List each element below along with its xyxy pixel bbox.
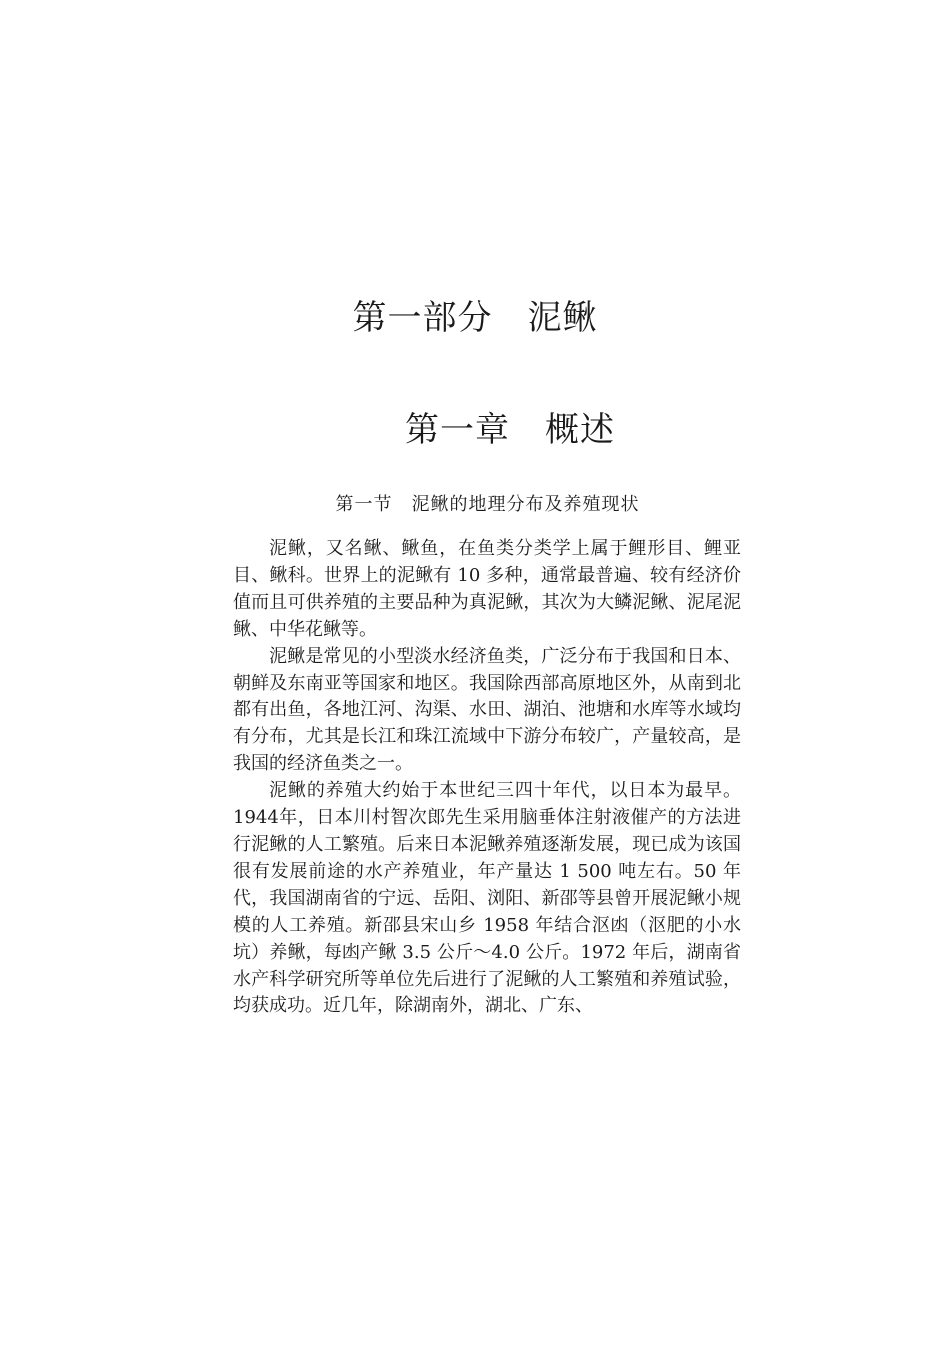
paragraph-history: 泥鳅的养殖大约始于本世纪三四十年代，以日本为最早。1944年，日本川村智次郎先生采用脑垂体注射液催产的方法进行泥鳅的人工繁殖。后来日本泥鳅养殖逐渐发展，现已成为该国很有发展前途的水产养殖业，年产量达 1 500 吨左右。50 年代，我国湖南省的宁远、岳阳、浏阳、新邵等县曾开展泥鳅小规模的人工养殖。新邵县宋山乡 1958 年结合沤凼（沤肥的小水坑）养鳅，每凼产鳅 3.5 公斤～4.0 公斤。1972 年后，湖南省水产科学研究所等单位先后进行了泥鳅的人工繁殖和养殖试验，均获成功。近几年，除湖南外，湖北、广东、 (233, 780, 741, 1017)
section-title: 第一节 泥鳅的地理分布及养殖现状 (335, 494, 640, 515)
paragraph-distribution: 泥鳅，又名鳅、鳅鱼，在鱼类分类学上属于鲤形目、鲤亚目、鳅科。世界上的泥鳅有 10 多种，通常最普遍、较有经济价值而且可供养殖的主要品种为真泥鳅，其次为大鳞泥鳅、泥尾泥鳅、中华花鳅等。 (233, 538, 741, 640)
paragraph-habitat: 泥鳅是常见的小型淡水经济鱼类，广泛分布于我国和日本、朝鲜及东南亚等国家和地区。我国除西部高原地区外，从南到北都有出鱼，各地江河、沟渠、水田、湖泊、池塘和水库等水域均有分布，尤其是长江和珠江流域中下游分布较广，产量较高，是我国的经济鱼类之一。 (233, 645, 741, 775)
part-title: 第一部分 泥鳅 (352, 298, 598, 338)
chapter-title: 第一章 概述 (405, 410, 615, 450)
body-text (233, 536, 741, 1020)
